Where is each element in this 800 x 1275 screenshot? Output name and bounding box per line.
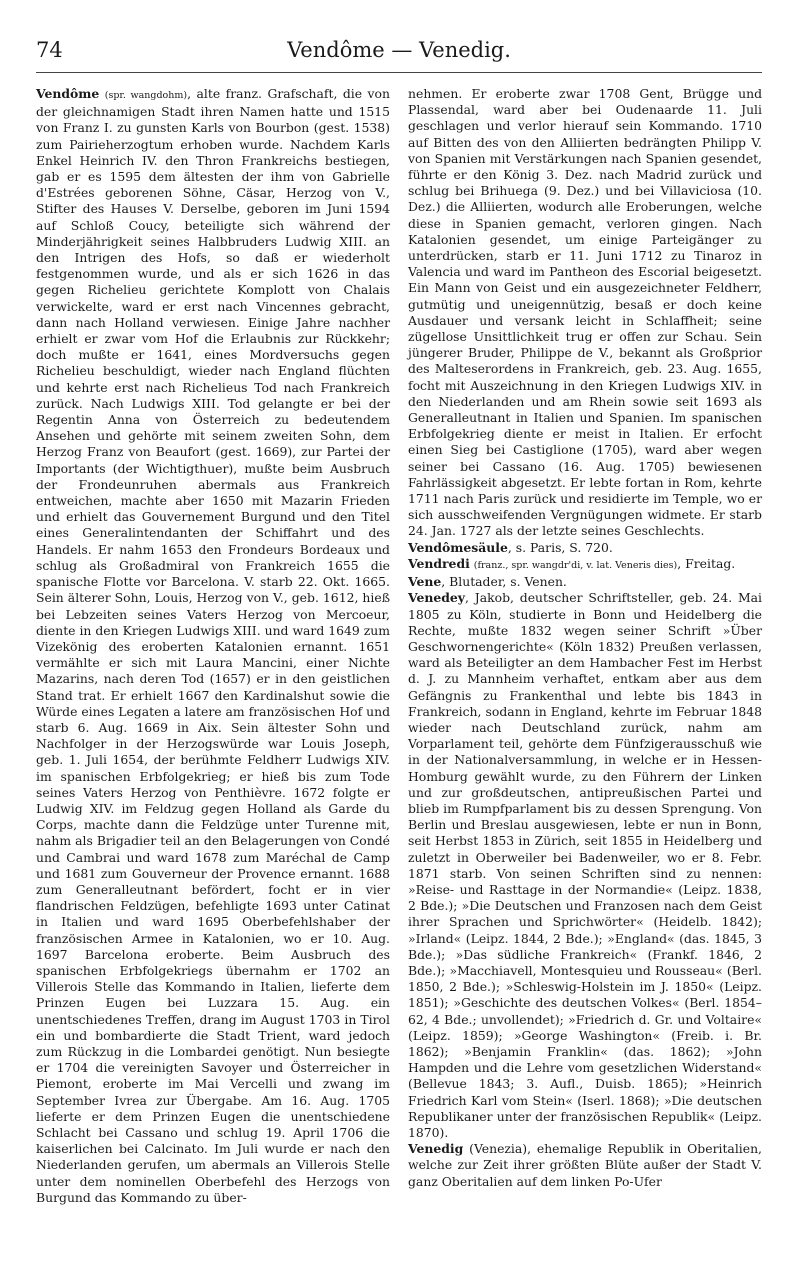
page-header xyxy=(36,38,762,68)
entry-vendome-continuation: nehmen. Er eroberte zwar 1708 Gent, Brügge und Plassendal, ward aber bei Oudenaarde 11. Juli geschlagen und verlor hierauf sein Kommando. 1710 auf Bitten des von den Alliierten bedrängten Philipp V. von Spanien mit Verstärkungen nach Spanien gesendet, führte er den König 3. Dez. nach Madrid zurück und schlug bei Brihuega (9. Dez.) und bei Villaviciosa (10. Dez.) die Alliierten, wodurch alle Eroberungen, welche diese in Spanien gemacht, verloren gingen. Nach Katalonien gesendet, um einige Parteigänger zu unterdrücken, starb er 11. Juni 1712 zu Tinaroz in Valencia und ward im Pantheon des Escorial beigesetzt. Ein Mann von Geist und ein ausgezeichneter Feldherr, gutmütig und uneigennützig, besaß er doch keine Ausdauer und versank leicht in Schlaffheit; seine zügellose Unsittlichkeit trug er offen zur Schau. Sein jüngerer Bruder, Philippe de V., bekannt als Großprior des Malteserordens in Frankreich, geb. 23. Aug. 1655, focht mit Auszeichnung in den Kriegen Ludwigs XIV. in den Niederlanden und am Rhein sowie seit 1693 als Generalleutnant in Italien und Spanien. Im spanischen Erbfolgekrieg diente er meist in Italien. Er erfocht einen Sieg bei Castiglione (1705), ward aber wegen seiner bei Cassano (16. Aug. 1705) bewiesenen Fahrlässigkeit abgesetzt. Er lebte fortan in Rom, kehrte 1711 nach Paris zurück und residierte im Temple, wo er sich ausschweifenden Vergnügungen widmete. Er starb 24. Jan. 1727 als der letzte seines Geschlechts. xyxy=(408,86,762,539)
entry-vendome xyxy=(36,86,390,1206)
header-rule xyxy=(36,72,762,73)
left-column xyxy=(36,86,390,1206)
entry-headword: Venedey xyxy=(408,590,465,606)
entry-text: (Venezia), ehemalige Republik in Oberitalien, welche zur Zeit ihrer größten Blüte außer der Stadt V. ganz Oberitalien auf dem linken Po-Ufer xyxy=(408,1141,762,1189)
entry-pronunciation: (franz., spr. wangdr'di, v. lat. Veneris dies) xyxy=(473,559,678,571)
entry-pronunciation: (spr. wangdohm) xyxy=(104,90,188,101)
entry-headword: Venedig xyxy=(408,1141,464,1157)
entry-vendredi xyxy=(408,556,762,574)
right-column xyxy=(408,86,762,1190)
entry-text: , Blutader, s. Venen. xyxy=(441,574,567,590)
entry-venedig xyxy=(408,1141,762,1190)
entry-text: , s. Paris, S. 720. xyxy=(507,539,613,555)
entry-headword: Vendôme xyxy=(36,86,100,101)
entry-venedey xyxy=(408,590,762,1141)
entry-headword: Vendredi xyxy=(408,555,470,571)
entry-vene xyxy=(408,574,762,590)
entry-text: , Freitag. xyxy=(677,555,736,571)
entry-vendomesaeule xyxy=(408,540,762,556)
entry-text: , Jakob, deutscher Schriftsteller, geb. 24. Mai 1805 zu Köln, studierte in Bonn und Heidelberg die Rechte, mußte 1832 wegen seiner Schrift »Über Geschwornengerichte« (Köln 1832) Preußen verlassen, ward als Beteiligter an dem Hambacher Fest im Herbst d. J. zu Mannheim verhaftet, entkam aber aus dem Gefängnis zu Frankenthal und lebte bis 1843 in Frankreich, sodann in England, kehrte im Februar 1848 wieder nach Deutschland zurück, nahm am Vorparlament teil, gehörte dem Fünfzigerausschuß wie in der Nationalversammlung, in welche er in Hessen-Homburg gewählt wurde, zu den Führern der Linken und zur großdeutschen, antipreußischen Partei und blieb im Rumpfparlament bis zu dessen Sprengung. Von Berlin und Breslau ausgewiesen, lebte er nun in Bonn, seit Herbst 1853 in Zürich, seit 1855 in Heidelberg und zuletzt in Oberweiler bei Badenweiler, wo er 8. Febr. 1871 starb. Von seinen Schriften sind zu nennen: »Reise- und Rasttage in der Normandie« (Leipz. 1838, 2 Bde.); »Die Deutschen und Franzosen nach dem Geist ihrer Sprachen und Sprichwörter« (Heidelb. 1842); »Irland« (Leipz. 1844, 2 Bde.); »England« (das. 1845, 3 Bde.); »Das südliche Frankreich« (Frankf. 1846, 2 Bde.); »Macchiavell, Montesquieu und Rousseau« (Berl. 1850, 2 Bde.); »Schleswig-Holstein im J. 1850« (Leipz. 1851); »Geschichte des deutschen Volkes« (Berl. 1854–62, 4 Bde.; unvollendet); »Friedrich d. Gr. und Voltaire« (Leipz. 1859); »George Washington« (Freib. i. Br. 1862); »Benjamin Franklin« (das. 1862); »John Hampden und die Lehre vom gesetzlichen Widerstand« (Bellevue 1843; 3. Aufl., Duisb. 1865); »Heinrich Friedrich Karl vom Stein« (Iserl. 1868); »Die deutschen Republikaner unter der französischen Republik« (Leipz. 1870). xyxy=(408,590,762,1140)
entry-headword: Vendômesäule xyxy=(408,539,508,555)
entry-text: , alte franz. Grafschaft, die von der gleichnamigen Stadt ihren Namen hatte und 1515 von Franz I. zu gunsten Karls von Bourbon (gest. 1538) zum Pairieherzogtum erhoben wurde. Nachdem Karls Enkel Heinrich IV. den Thron Frankreichs bestiegen, gab er es 1595 dem ältesten der ihm von Gabrielle d'Estrées geborenen Söhne, Cäsar, Herzog von V., Stifter des Hauses V. Derselbe, geboren im Juni 1594 auf Schloß Coucy, beteiligte sich während der Minderjährigkeit seines Halbbruders Ludwig XIII. an den Intrigen des Hofs, so daß er wiederholt festgenommen wurde, und als er sich 1626 in das gegen Richelieu gerichtete Komplott von Chalais verwickelte, ward er erst nach Vincennes gebracht, dann nach Holland verwiesen. Einige Jahre nachher erhielt er zwar vom Hof die Erlaubnis zur Rückkehr; doch mußte er 1641, eines Mordversuchs gegen Richelieu beschuldigt, wieder nach England flüchten und kehrte erst nach Richelieus Tod nach Frankreich zurück. Nach Ludwigs XIII. Tod gelangte er bei der Regentin Anna von Österreich zu bedeutendem Ansehen und gehörte mit seinem zweiten Sohn, dem Herzog Franz von Beaufort (gest. 1669), zur Partei der Importants (der Wichtigthuer), mußte beim Ausbruch der Frondeunruhen abermals aus Frankreich entweichen, machte aber 1650 mit Mazarin Frieden und erhielt das Gouvernement Burgund und den Titel eines Generalintendanten der Schiffahrt und des Handels. Er nahm 1653 den Frondeurs Bordeaux und schlug als Großadmiral von Frankreich 1655 die spanische Flotte vor Barcelona. V. starb 22. Okt. 1665. Sein älterer Sohn, Louis, Herzog von V., geb. 1612, hieß bei Lebzeiten seines Vaters Herzog von Mercoeur, diente in den Kriegen Ludwigs XIII. und ward 1649 zum Vizekönig des eroberten Katalonien ernannt. 1651 vermählte er sich mit Laura Mancini, einer Nichte Mazarins, nach deren Tod (1657) er in den geistlichen Stand trat. Er erhielt 1667 den Kardinalshut sowie die Würde eines Legaten a latere am französischen Hof und starb 6. Aug. 1669 in Aix. Sein ältester Sohn und Nachfolger in der Herzogswürde war Louis Joseph, geb. 1. Juli 1654, der berühmte Feldherr Ludwigs XIV. im spanischen Erbfolgekrieg; er hieß bis zum Tode seines Vaters Herzog von Penthièvre. 1672 folgte er Ludwig XIV. im Feldzug gegen Holland als Garde du Corps, machte dann die Feldzüge unter Turenne mit, nahm als Brigadier teil an den Belagerungen von Condé und Cambrai und ward 1678 zum Maréchal de Camp und 1681 zum Gouverneur der Provence ernannt. 1688 zum Generalleutnant befördert, focht er in vier flandrischen Feldzügen, befehligte 1693 unter Catinat in Italien und ward 1695 Oberbefehlshaber der französischen Armee in Katalonien, wo er 10. Aug. 1697 Barcelona eroberte. Beim Ausbruch des spanischen Erbfolgekriegs übernahm er 1702 an Villerois Stelle das Kommando in Italien, lieferte dem Prinzen Eugen bei Luzzara 15. Aug. ein unentschiedenes Treffen, drang im August 1703 in Tirol ein und bombardierte die Stadt Trient, ward jedoch zum Rückzug in die Lombardei genötigt. Nun besiegte er 1704 die vereinigten Savoyer und Österreicher in Piemont, eroberte im Mai Vercelli und zwang im September Ivrea zur Übergabe. Am 16. Aug. 1705 lieferte er dem Prinzen Eugen die unentschiedene Schlacht bei Cassano und schlug 19. April 1706 die kaiserlichen bei Calcinato. Im Juli wurde er nach den Niederlanden gerufen, um abermals an Villerois Stelle unter dem nominellen Oberbefehl des Herzogs von Burgund das Kommando zu über- xyxy=(36,86,391,1205)
page-number: 74 xyxy=(36,38,63,62)
entry-headword: Vene xyxy=(408,574,442,590)
running-title: Vendôme — Venedig. xyxy=(287,38,511,62)
